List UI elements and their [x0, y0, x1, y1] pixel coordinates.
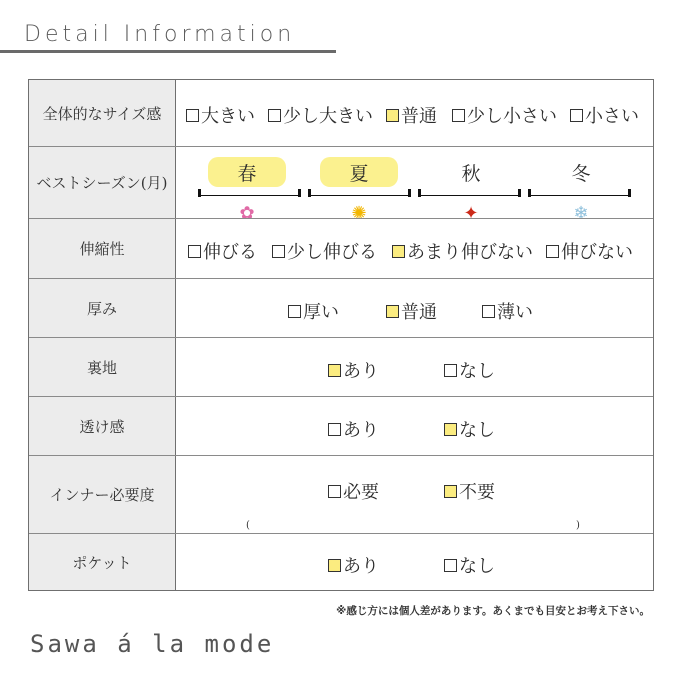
option-thick: 厚い: [288, 298, 339, 324]
season-tick: [298, 189, 301, 197]
row-thickness: [29, 278, 653, 337]
option-thin: 薄い: [482, 298, 533, 324]
checkbox: [482, 305, 495, 318]
lining-options: [176, 338, 653, 396]
season-tick: [408, 189, 411, 197]
inner-options: [176, 456, 653, 533]
option-stretchy: 伸びる: [188, 238, 257, 264]
checkbox-checked: [444, 423, 457, 436]
option-thickness-normal: 普通: [386, 298, 437, 324]
spec-table: [28, 79, 654, 591]
checkbox: [444, 364, 457, 377]
season-tick: [198, 189, 201, 197]
checkbox-checked: [386, 305, 399, 318]
row-label: 全体的なサイズ感: [29, 80, 176, 146]
snowflake-icon: ❄: [573, 202, 589, 224]
checkbox: [546, 245, 559, 258]
row-label: ポケット: [29, 534, 176, 590]
row-size: [29, 80, 653, 146]
checkbox: [188, 245, 201, 258]
checkbox: [186, 109, 199, 122]
option-sheer-yes: あり: [328, 416, 379, 442]
option-size-slightly-small: 少し小さい: [452, 102, 557, 128]
row-inner: [29, 455, 653, 533]
season-summer: 夏: [320, 157, 398, 187]
checkbox: [268, 109, 281, 122]
row-sheer: [29, 396, 653, 455]
cherry-blossom-icon: ✿: [239, 202, 255, 224]
option-not-stretchy: 伸びない: [546, 238, 633, 264]
checkbox-checked: [386, 109, 399, 122]
row-label: 裏地: [29, 338, 176, 396]
size-options: [176, 80, 653, 146]
note-paren-close: ): [576, 520, 580, 531]
option-inner-not-needed: 不要: [444, 478, 495, 504]
option-size-normal: 普通: [386, 102, 437, 128]
brand-logo: Sawa á la mode: [30, 630, 275, 658]
option-slightly-stretchy: 少し伸びる: [272, 238, 377, 264]
note-paren-open: (: [246, 520, 250, 531]
row-label: ベストシーズン(月): [29, 147, 176, 218]
checkbox-checked: [328, 559, 341, 572]
heading-underline: [0, 50, 336, 53]
season-tick: [628, 189, 631, 197]
row-label: 透け感: [29, 397, 176, 455]
checkbox: [444, 559, 457, 572]
option-size-small: 小さい: [570, 102, 639, 128]
season-tick: [308, 189, 311, 197]
checkbox-checked: [328, 364, 341, 377]
option-inner-needed: 必要: [328, 478, 379, 504]
sheer-options: [176, 397, 653, 455]
thickness-options: [176, 279, 653, 337]
season-chart: [176, 147, 653, 224]
season-winter: 冬: [571, 162, 591, 185]
stretch-options: [176, 219, 653, 278]
maple-leaf-icon: ✦: [463, 202, 479, 224]
row-pocket: [29, 533, 653, 590]
row-lining: [29, 337, 653, 396]
disclaimer-note: ※感じ方には個人差があります。あくまでも目安とお考え下さい。: [336, 605, 650, 617]
option-pocket-no: なし: [444, 552, 495, 578]
season-bar: [528, 195, 628, 196]
row-label: 厚み: [29, 279, 176, 337]
season-autumn: 秋: [461, 162, 481, 185]
checkbox-checked: [392, 245, 405, 258]
row-stretch: [29, 218, 653, 278]
option-not-very-stretchy: あまり伸びない: [392, 238, 533, 264]
checkbox: [288, 305, 301, 318]
option-size-large: 大きい: [186, 102, 255, 128]
section-heading: Detail Information: [24, 22, 296, 47]
row-label: インナー必要度: [29, 456, 176, 533]
season-tick: [518, 189, 521, 197]
season-bar: [418, 195, 518, 196]
season-bar: [198, 195, 298, 196]
season-tick: [528, 189, 531, 197]
checkbox: [272, 245, 285, 258]
checkbox: [328, 485, 341, 498]
pocket-options: [176, 534, 653, 590]
option-pocket-yes: あり: [328, 552, 379, 578]
checkbox: [570, 109, 583, 122]
option-lining-yes: あり: [328, 357, 379, 383]
checkbox: [452, 109, 465, 122]
option-sheer-no: なし: [444, 416, 495, 442]
row-label: 伸縮性: [29, 219, 176, 278]
season-tick: [418, 189, 421, 197]
season-bar: [308, 195, 408, 196]
row-season: [29, 146, 653, 224]
season-spring: 春: [208, 157, 286, 187]
checkbox: [328, 423, 341, 436]
option-lining-no: なし: [444, 357, 495, 383]
checkbox-checked: [444, 485, 457, 498]
option-size-slightly-large: 少し大きい: [268, 102, 373, 128]
sunflower-icon: ✺: [351, 202, 367, 224]
